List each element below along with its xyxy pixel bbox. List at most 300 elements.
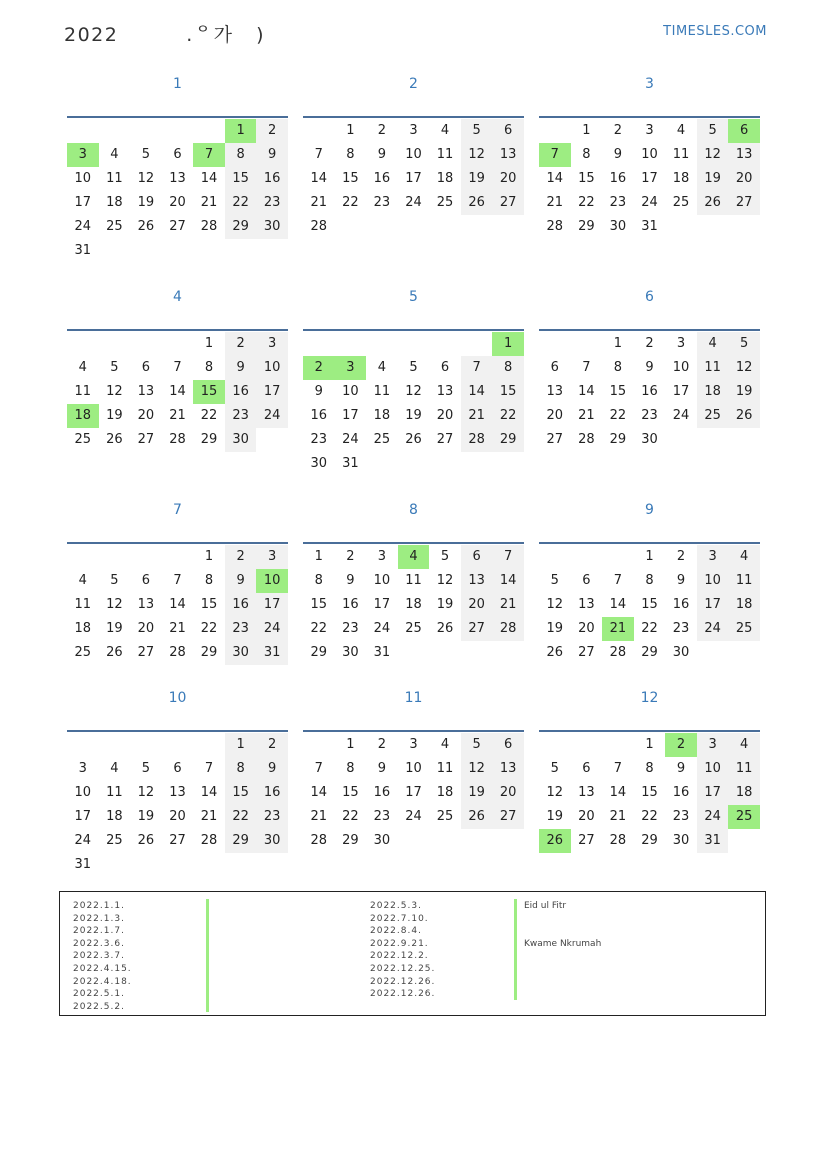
day-cell[interactable]: 6 [582,573,591,588]
day-cell[interactable]: 1 [225,733,257,757]
day-cell[interactable]: 13 [137,384,155,399]
holiday-day-cell[interactable]: 10 [256,569,288,593]
day-cell[interactable]: 13 [169,171,186,186]
day-cell[interactable]: 27 [169,219,186,234]
day-cell[interactable]: 19 [137,195,155,210]
day-cell[interactable]: 13 [436,384,454,399]
day-cell[interactable]: 1 [582,123,591,138]
day-cell[interactable]: 21 [546,195,564,210]
day-cell[interactable]: 28 [310,219,328,234]
holiday-day-cell[interactable]: 1 [225,119,257,143]
day-cell[interactable]: 4 [110,761,119,776]
day-cell[interactable]: 26 [405,432,422,447]
day-cell[interactable]: 1 [314,549,323,564]
day-cell[interactable]: 29 [225,215,257,239]
day-cell[interactable]: 17 [697,781,729,805]
day-cell[interactable]: 19 [106,621,123,636]
day-cell[interactable]: 23 [609,195,627,210]
day-cell[interactable]: 15 [641,785,658,800]
day-cell[interactable]: 21 [169,408,186,423]
day-cell[interactable]: 23 [672,621,690,636]
day-cell[interactable]: 27 [578,833,595,848]
day-cell[interactable]: 14 [492,569,524,593]
day-cell[interactable]: 17 [256,380,288,404]
day-cell[interactable]: 30 [672,645,690,660]
day-cell[interactable]: 6 [582,761,591,776]
day-cell[interactable]: 16 [672,597,690,612]
day-cell[interactable]: 26 [137,833,155,848]
day-cell[interactable]: 5 [728,332,760,356]
day-cell[interactable]: 26 [106,432,123,447]
day-cell[interactable]: 20 [578,621,595,636]
day-cell[interactable]: 21 [310,195,328,210]
day-cell[interactable]: 26 [697,191,729,215]
day-cell[interactable]: 12 [546,785,564,800]
day-cell[interactable]: 11 [405,573,422,588]
day-cell[interactable]: 17 [256,593,288,617]
day-cell[interactable]: 4 [78,573,87,588]
day-cell[interactable]: 14 [169,384,186,399]
day-cell[interactable]: 29 [200,645,218,660]
day-cell[interactable]: 21 [578,408,595,423]
day-cell[interactable]: 25 [436,809,454,824]
day-cell[interactable]: 20 [461,593,493,617]
day-cell[interactable]: 26 [461,191,493,215]
day-cell[interactable]: 27 [436,432,454,447]
day-cell[interactable]: 13 [169,785,186,800]
day-cell[interactable]: 22 [492,404,524,428]
day-cell[interactable]: 11 [74,597,92,612]
day-cell[interactable]: 20 [436,408,454,423]
day-cell[interactable]: 31 [256,641,288,665]
day-cell[interactable]: 22 [200,408,218,423]
day-cell[interactable]: 30 [256,215,288,239]
day-cell[interactable]: 25 [106,833,123,848]
day-cell[interactable]: 30 [609,219,627,234]
day-cell[interactable]: 23 [373,809,391,824]
day-cell[interactable]: 2 [225,545,257,569]
day-cell[interactable]: 3 [78,761,87,776]
day-cell[interactable]: 7 [173,573,182,588]
day-cell[interactable]: 2 [645,336,654,351]
day-cell[interactable]: 2 [613,123,623,138]
day-cell[interactable]: 1 [346,123,355,138]
day-cell[interactable]: 4 [110,147,119,162]
day-cell[interactable]: 8 [314,573,323,588]
day-cell[interactable]: 12 [137,785,155,800]
day-cell[interactable]: 28 [200,219,218,234]
day-cell[interactable]: 19 [137,809,155,824]
day-cell[interactable]: 10 [256,356,288,380]
day-cell[interactable]: 20 [492,167,524,191]
day-cell[interactable]: 20 [137,621,155,636]
day-cell[interactable]: 5 [440,549,450,564]
day-cell[interactable]: 23 [641,408,658,423]
day-cell[interactable]: 16 [256,781,288,805]
day-cell[interactable]: 16 [225,593,257,617]
day-cell[interactable]: 8 [613,360,623,375]
day-cell[interactable]: 16 [609,171,627,186]
day-cell[interactable]: 22 [225,805,257,829]
day-cell[interactable]: 28 [169,645,186,660]
day-cell[interactable]: 8 [346,147,355,162]
holiday-day-cell[interactable]: 3 [335,356,367,380]
day-cell[interactable]: 29 [200,432,218,447]
day-cell[interactable]: 14 [310,171,328,186]
day-cell[interactable]: 26 [106,645,123,660]
day-cell[interactable]: 16 [641,384,658,399]
day-cell[interactable]: 9 [256,757,288,781]
day-cell[interactable]: 2 [676,549,686,564]
day-cell[interactable]: 26 [461,805,493,829]
day-cell[interactable]: 19 [546,809,564,824]
day-cell[interactable]: 10 [672,360,690,375]
day-cell[interactable]: 27 [137,432,155,447]
day-cell[interactable]: 14 [609,785,627,800]
day-cell[interactable]: 29 [310,645,328,660]
day-cell[interactable]: 16 [256,167,288,191]
day-cell[interactable]: 23 [256,191,288,215]
day-cell[interactable]: 24 [405,195,422,210]
day-cell[interactable]: 27 [492,191,524,215]
day-cell[interactable]: 18 [106,809,123,824]
day-cell[interactable]: 14 [200,171,218,186]
day-cell[interactable]: 3 [697,733,729,757]
day-cell[interactable]: 19 [697,167,729,191]
day-cell[interactable]: 27 [492,805,524,829]
day-cell[interactable]: 13 [461,569,493,593]
day-cell[interactable]: 3 [256,332,288,356]
day-cell[interactable]: 18 [728,781,760,805]
day-cell[interactable]: 2 [256,733,288,757]
day-cell[interactable]: 13 [492,757,524,781]
day-cell[interactable]: 18 [728,593,760,617]
day-cell[interactable]: 29 [641,833,658,848]
day-cell[interactable]: 20 [578,809,595,824]
day-cell[interactable]: 6 [141,360,151,375]
day-cell[interactable]: 7 [314,147,323,162]
day-cell[interactable]: 24 [697,805,729,829]
day-cell[interactable]: 24 [342,432,359,447]
day-cell[interactable]: 21 [200,195,218,210]
holiday-day-cell[interactable]: 7 [539,143,571,167]
day-cell[interactable]: 6 [141,573,151,588]
day-cell[interactable]: 10 [641,147,658,162]
day-cell[interactable]: 14 [169,597,186,612]
day-cell[interactable]: 22 [578,195,595,210]
day-cell[interactable]: 6 [461,545,493,569]
day-cell[interactable]: 17 [405,785,422,800]
day-cell[interactable]: 8 [204,360,214,375]
day-cell[interactable]: 9 [225,569,257,593]
day-cell[interactable]: 11 [106,171,123,186]
day-cell[interactable]: 7 [613,573,623,588]
day-cell[interactable]: 8 [492,356,524,380]
site-logo[interactable]: TIMESLES.COM [663,24,767,39]
day-cell[interactable]: 23 [342,621,359,636]
day-cell[interactable]: 31 [342,456,359,471]
day-cell[interactable]: 20 [137,408,155,423]
day-cell[interactable]: 2 [256,119,288,143]
day-cell[interactable]: 17 [405,171,422,186]
day-cell[interactable]: 12 [405,384,422,399]
day-cell[interactable]: 1 [204,336,214,351]
day-cell[interactable]: 9 [613,147,623,162]
day-cell[interactable]: 19 [461,781,493,805]
holiday-day-cell[interactable]: 2 [665,733,697,757]
day-cell[interactable]: 29 [578,219,595,234]
day-cell[interactable]: 28 [578,432,595,447]
day-cell[interactable]: 26 [546,645,564,660]
day-cell[interactable]: 3 [697,545,729,569]
day-cell[interactable]: 13 [546,384,564,399]
day-cell[interactable]: 2 [225,332,257,356]
holiday-day-cell[interactable]: 21 [602,617,634,641]
day-cell[interactable]: 22 [641,809,658,824]
day-cell[interactable]: 28 [310,833,328,848]
day-cell[interactable]: 29 [342,833,359,848]
day-cell[interactable]: 9 [346,573,355,588]
day-cell[interactable]: 25 [697,404,729,428]
day-cell[interactable]: 31 [74,243,92,258]
day-cell[interactable]: 24 [74,833,92,848]
day-cell[interactable]: 19 [405,408,422,423]
day-cell[interactable]: 15 [225,781,257,805]
day-cell[interactable]: 14 [609,597,627,612]
day-cell[interactable]: 11 [106,785,123,800]
day-cell[interactable]: 12 [546,597,564,612]
day-cell[interactable]: 30 [641,432,658,447]
day-cell[interactable]: 10 [697,569,729,593]
day-cell[interactable]: 6 [173,761,182,776]
day-cell[interactable]: 29 [641,645,658,660]
day-cell[interactable]: 19 [461,167,493,191]
day-cell[interactable]: 7 [314,761,323,776]
holiday-day-cell[interactable]: 26 [539,829,571,853]
day-cell[interactable]: 8 [225,757,257,781]
day-cell[interactable]: 29 [609,432,627,447]
day-cell[interactable]: 16 [310,408,328,423]
day-cell[interactable]: 23 [225,617,257,641]
day-cell[interactable]: 13 [578,785,595,800]
day-cell[interactable]: 16 [373,171,391,186]
day-cell[interactable]: 24 [641,195,658,210]
day-cell[interactable]: 21 [609,809,627,824]
day-cell[interactable]: 6 [550,360,559,375]
day-cell[interactable]: 8 [645,573,654,588]
day-cell[interactable]: 27 [461,617,493,641]
day-cell[interactable]: 4 [728,733,760,757]
day-cell[interactable]: 28 [169,432,186,447]
day-cell[interactable]: 10 [405,147,422,162]
day-cell[interactable]: 18 [436,171,454,186]
day-cell[interactable]: 30 [672,833,690,848]
day-cell[interactable]: 13 [137,597,155,612]
day-cell[interactable]: 16 [672,785,690,800]
day-cell[interactable]: 18 [74,621,92,636]
day-cell[interactable]: 31 [697,829,729,853]
day-cell[interactable]: 19 [728,380,760,404]
day-cell[interactable]: 24 [672,408,690,423]
day-cell[interactable]: 11 [436,147,454,162]
day-cell[interactable]: 23 [256,805,288,829]
day-cell[interactable]: 5 [461,733,493,757]
holiday-day-cell[interactable]: 15 [193,380,225,404]
day-cell[interactable]: 5 [550,573,559,588]
day-cell[interactable]: 22 [609,408,627,423]
day-cell[interactable]: 6 [440,360,450,375]
day-cell[interactable]: 3 [256,545,288,569]
day-cell[interactable]: 19 [546,621,564,636]
day-cell[interactable]: 24 [256,404,288,428]
day-cell[interactable]: 5 [141,147,151,162]
day-cell[interactable]: 8 [582,147,591,162]
day-cell[interactable]: 10 [405,761,422,776]
day-cell[interactable]: 11 [74,384,92,399]
day-cell[interactable]: 19 [436,597,454,612]
day-cell[interactable]: 23 [225,404,257,428]
day-cell[interactable]: 9 [256,143,288,167]
day-cell[interactable]: 10 [74,171,92,186]
day-cell[interactable]: 3 [676,336,686,351]
day-cell[interactable]: 31 [373,645,391,660]
day-cell[interactable]: 20 [546,408,564,423]
day-cell[interactable]: 13 [578,597,595,612]
day-cell[interactable]: 1 [613,336,623,351]
day-cell[interactable]: 18 [373,408,391,423]
day-cell[interactable]: 29 [492,428,524,452]
day-cell[interactable]: 13 [492,143,524,167]
day-cell[interactable]: 26 [728,404,760,428]
day-cell[interactable]: 5 [110,573,119,588]
day-cell[interactable]: 5 [461,119,493,143]
day-cell[interactable]: 7 [173,360,182,375]
day-cell[interactable]: 11 [672,147,690,162]
day-cell[interactable]: 1 [346,737,355,752]
day-cell[interactable]: 3 [409,123,418,138]
day-cell[interactable]: 14 [578,384,595,399]
day-cell[interactable]: 24 [373,621,391,636]
day-cell[interactable]: 11 [373,384,391,399]
day-cell[interactable]: 4 [440,123,450,138]
day-cell[interactable]: 25 [672,195,690,210]
day-cell[interactable]: 3 [409,737,418,752]
day-cell[interactable]: 2 [346,549,355,564]
day-cell[interactable]: 3 [645,123,654,138]
day-cell[interactable]: 18 [697,380,729,404]
holiday-day-cell[interactable]: 18 [67,404,99,428]
day-cell[interactable]: 11 [697,356,729,380]
day-cell[interactable]: 18 [405,597,422,612]
holiday-day-cell[interactable]: 25 [728,805,760,829]
day-cell[interactable]: 16 [342,597,359,612]
holiday-day-cell[interactable]: 2 [303,356,335,380]
day-cell[interactable]: 31 [74,857,92,872]
day-cell[interactable]: 12 [436,573,454,588]
day-cell[interactable]: 28 [200,833,218,848]
day-cell[interactable]: 3 [377,549,387,564]
day-cell[interactable]: 25 [74,645,92,660]
day-cell[interactable]: 16 [225,380,257,404]
day-cell[interactable]: 12 [461,757,493,781]
day-cell[interactable]: 4 [676,123,686,138]
day-cell[interactable]: 15 [310,597,328,612]
day-cell[interactable]: 17 [74,195,92,210]
day-cell[interactable]: 12 [106,597,123,612]
day-cell[interactable]: 27 [169,833,186,848]
day-cell[interactable]: 9 [377,147,387,162]
day-cell[interactable]: 12 [697,143,729,167]
day-cell[interactable]: 23 [672,809,690,824]
day-cell[interactable]: 5 [550,761,559,776]
day-cell[interactable]: 30 [225,641,257,665]
day-cell[interactable]: 5 [697,119,729,143]
day-cell[interactable]: 6 [173,147,182,162]
day-cell[interactable]: 9 [377,761,387,776]
day-cell[interactable]: 20 [492,781,524,805]
day-cell[interactable]: 8 [645,761,654,776]
day-cell[interactable]: 1 [645,549,654,564]
day-cell[interactable]: 15 [641,597,658,612]
holiday-day-cell[interactable]: 4 [398,545,430,569]
day-cell[interactable]: 2 [377,737,387,752]
day-cell[interactable]: 12 [728,356,760,380]
day-cell[interactable]: 30 [373,833,391,848]
day-cell[interactable]: 22 [641,621,658,636]
day-cell[interactable]: 18 [672,171,690,186]
day-cell[interactable]: 5 [110,360,119,375]
day-cell[interactable]: 17 [373,597,391,612]
day-cell[interactable]: 6 [492,733,524,757]
day-cell[interactable]: 15 [609,384,627,399]
day-cell[interactable]: 28 [609,833,627,848]
day-cell[interactable]: 1 [204,549,214,564]
day-cell[interactable]: 14 [200,785,218,800]
day-cell[interactable]: 9 [676,573,686,588]
day-cell[interactable]: 9 [314,384,323,399]
day-cell[interactable]: 7 [613,761,623,776]
day-cell[interactable]: 16 [373,785,391,800]
day-cell[interactable]: 17 [672,384,690,399]
day-cell[interactable]: 9 [676,761,686,776]
day-cell[interactable]: 9 [645,360,654,375]
day-cell[interactable]: 8 [225,143,257,167]
day-cell[interactable]: 15 [492,380,524,404]
day-cell[interactable]: 15 [200,597,218,612]
day-cell[interactable]: 19 [106,408,123,423]
day-cell[interactable]: 27 [728,191,760,215]
holiday-day-cell[interactable]: 6 [728,119,760,143]
day-cell[interactable]: 27 [546,432,564,447]
day-cell[interactable]: 10 [74,785,92,800]
day-cell[interactable]: 25 [436,195,454,210]
day-cell[interactable]: 28 [546,219,564,234]
day-cell[interactable]: 22 [342,809,359,824]
day-cell[interactable]: 23 [310,432,328,447]
day-cell[interactable]: 30 [225,428,257,452]
day-cell[interactable]: 28 [492,617,524,641]
day-cell[interactable]: 2 [377,123,387,138]
day-cell[interactable]: 14 [461,380,493,404]
day-cell[interactable]: 28 [609,645,627,660]
day-cell[interactable]: 17 [74,809,92,824]
day-cell[interactable]: 24 [697,617,729,641]
day-cell[interactable]: 24 [256,617,288,641]
day-cell[interactable]: 25 [106,219,123,234]
day-cell[interactable]: 25 [373,432,391,447]
day-cell[interactable]: 23 [373,195,391,210]
day-cell[interactable]: 14 [546,171,564,186]
